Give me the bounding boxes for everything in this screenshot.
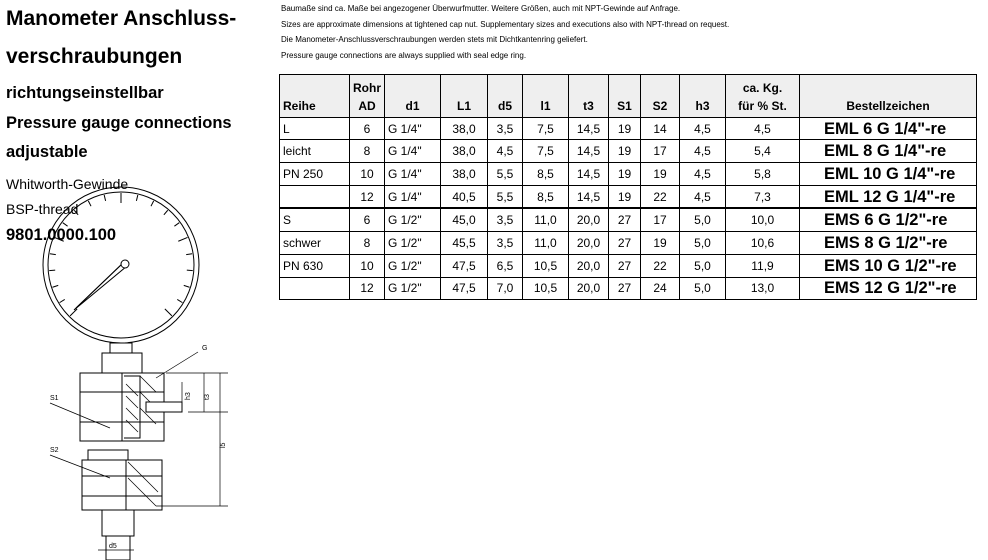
table-cell: 7,3: [726, 185, 800, 208]
table-row: [280, 254, 977, 277]
note-line: Die Manometer-Anschlussverschraubungen werden stets mit Dichtkantenring geliefert.: [281, 35, 588, 44]
table-cell: 22: [641, 185, 680, 208]
table-row: [280, 208, 977, 231]
label-g: G: [202, 345, 208, 352]
table-cell: 14,5: [569, 117, 609, 140]
table-row: [280, 185, 977, 208]
table-cell: 5,0: [680, 232, 726, 255]
table-cell: G 1/2": [385, 254, 441, 277]
column-header-top: [641, 75, 680, 96]
table-cell: 3,5: [488, 208, 523, 231]
table-cell: 5,5: [488, 185, 523, 208]
column-header-top: Rohr: [350, 75, 385, 96]
table-cell: 6,5: [488, 254, 523, 277]
thread-type-english: BSP-thread: [6, 201, 79, 217]
thread-type-german: Whitworth-Gewinde: [6, 176, 129, 192]
table-cell: 13,0: [726, 277, 800, 300]
table-cell: 5,0: [680, 277, 726, 300]
table-cell: 19: [641, 232, 680, 255]
table-cell: 40,5: [441, 185, 488, 208]
table-cell: 27: [609, 232, 641, 255]
column-header: t3: [569, 95, 609, 117]
table-cell: PN 630: [280, 254, 350, 277]
table-row: [280, 232, 977, 255]
label-t3: t3: [204, 394, 211, 400]
subtitle-english-line1: Pressure gauge connections: [6, 114, 232, 132]
table-cell: 14: [641, 117, 680, 140]
table-cell: 14,5: [569, 140, 609, 163]
table-cell: 19: [609, 140, 641, 163]
table-cell: 27: [609, 208, 641, 231]
table-cell: 14,5: [569, 185, 609, 208]
table-cell: 7,5: [523, 117, 569, 140]
table-cell: 19: [609, 185, 641, 208]
table-cell: 27: [609, 254, 641, 277]
table-cell: 10,5: [523, 254, 569, 277]
column-header-top: [385, 75, 441, 96]
table-cell: 5,5: [488, 163, 523, 186]
table-cell: 4,5: [680, 117, 726, 140]
table-cell: PN 250: [280, 163, 350, 186]
table-cell: 10: [350, 254, 385, 277]
table-cell: 19: [609, 117, 641, 140]
table-cell: 3,5: [488, 232, 523, 255]
table-cell: G 1/4": [385, 185, 441, 208]
order-code-cell: EML 12 G 1/4"-re: [800, 185, 977, 208]
column-header-top: [441, 75, 488, 96]
table-row: [280, 117, 977, 140]
label-d5: d5: [109, 543, 117, 550]
gauge-tick: [151, 201, 154, 206]
table-cell: 17: [641, 140, 680, 163]
table-cell: 22: [641, 254, 680, 277]
table-cell: 7,5: [523, 140, 569, 163]
column-header-top: [569, 75, 609, 96]
column-header: L1: [441, 95, 488, 117]
table-cell: 11,0: [523, 208, 569, 231]
table-cell: 5,0: [680, 208, 726, 231]
gauge-tick: [164, 210, 168, 215]
table-cell: 20,0: [569, 232, 609, 255]
page-title-line2: verschraubungen: [6, 45, 183, 68]
column-header: h3: [680, 95, 726, 117]
table-cell: 19: [641, 163, 680, 186]
table-cell: G 1/4": [385, 163, 441, 186]
table-cell: 24: [641, 277, 680, 300]
table-cell: 19: [609, 163, 641, 186]
table-cell: 11,9: [726, 254, 800, 277]
gauge-tick: [70, 309, 77, 316]
note-line: Baumaße sind ca. Maße bei angezogener Überwurfmutter. Weitere Größen, auch mit NPT-Gewinde auf Anfrage.: [281, 4, 681, 13]
gauge-tick: [136, 195, 137, 201]
table-cell: 7,0: [488, 277, 523, 300]
table-cell: G 1/2": [385, 208, 441, 231]
table-cell: [280, 277, 350, 300]
order-code-cell: EMS 10 G 1/2"-re: [800, 254, 977, 277]
column-header: AD: [350, 95, 385, 117]
table-cell: 10: [350, 163, 385, 186]
table-cell: 10,5: [523, 277, 569, 300]
column-header-top: [523, 75, 569, 96]
gauge-tick: [184, 285, 190, 287]
column-header: Bestellzeichen: [800, 95, 977, 117]
subtitle-german: richtungseinstellbar: [6, 84, 164, 102]
table-cell: 11,0: [523, 232, 569, 255]
label-s1: S1: [50, 395, 59, 402]
column-header-top: [280, 75, 350, 96]
table-cell: 47,5: [441, 254, 488, 277]
notes-block: [281, 4, 729, 66]
table-row: [280, 163, 977, 186]
table-row: [280, 277, 977, 300]
table-cell: L: [280, 117, 350, 140]
table-cell: 45,5: [441, 232, 488, 255]
gauge-tick: [50, 254, 56, 255]
column-header: d1: [385, 95, 441, 117]
table-cell: 45,0: [441, 208, 488, 231]
gauge-tick: [53, 285, 59, 287]
column-header: l1: [523, 95, 569, 117]
table-cell: schwer: [280, 232, 350, 255]
gauge-tick: [174, 223, 179, 227]
table-cell: 8,5: [523, 185, 569, 208]
table-cell: 27: [609, 277, 641, 300]
table-cell: 14,5: [569, 163, 609, 186]
gauge-tick: [186, 254, 192, 255]
article-number: 9801.0000.100: [6, 226, 117, 244]
table-cell: 5,4: [726, 140, 800, 163]
table-cell: 10,6: [726, 232, 800, 255]
order-code-cell: EMS 12 G 1/2"-re: [800, 277, 977, 300]
table-cell: 38,0: [441, 140, 488, 163]
column-header-top: [488, 75, 523, 96]
note-line: Sizes are approximate dimensions at tightened cap nut. Supplementary sizes and executions also with NPT-thread on request.: [281, 19, 730, 29]
table-cell: 6: [350, 208, 385, 231]
column-header: d5: [488, 95, 523, 117]
gauge-tick: [165, 309, 172, 316]
column-header-top: [680, 75, 726, 96]
gauge-tick: [178, 237, 187, 241]
table-cell: 20,0: [569, 277, 609, 300]
order-code-cell: EML 10 G 1/4"-re: [800, 163, 977, 186]
order-code-cell: EMS 8 G 1/2"-re: [800, 232, 977, 255]
table-cell: 3,5: [488, 117, 523, 140]
gauge-tick: [177, 299, 182, 302]
table-cell: G 1/4": [385, 140, 441, 163]
column-header: Reihe: [280, 95, 350, 117]
order-code-cell: EML 6 G 1/4"-re: [800, 117, 977, 140]
order-code-cell: EML 8 G 1/4"-re: [800, 140, 977, 163]
table-cell: [280, 185, 350, 208]
column-header: S1: [609, 95, 641, 117]
column-header-top: ca. Kg.: [726, 75, 800, 96]
table-cell: 38,0: [441, 163, 488, 186]
column-header: S2: [641, 95, 680, 117]
order-code-cell: EMS 6 G 1/2"-re: [800, 208, 977, 231]
table-cell: G 1/2": [385, 277, 441, 300]
table-cell: 17: [641, 208, 680, 231]
column-header-top: [609, 75, 641, 96]
table-cell: 47,5: [441, 277, 488, 300]
table-row: [280, 140, 977, 163]
table-cell: G 1/2": [385, 232, 441, 255]
table-cell: 8: [350, 140, 385, 163]
table-cell: 12: [350, 185, 385, 208]
table-cell: 5,0: [680, 254, 726, 277]
column-header-top: [800, 75, 977, 96]
table-cell: 5,8: [726, 163, 800, 186]
table-cell: 38,0: [441, 117, 488, 140]
table-cell: leicht: [280, 140, 350, 163]
label-h3: h3: [185, 392, 192, 400]
gauge-tick: [60, 299, 65, 302]
label-s2: S2: [50, 447, 59, 454]
dimensions-table: [279, 74, 977, 300]
label-l5: l5: [220, 442, 227, 448]
subtitle-english-line2: adjustable: [6, 143, 88, 161]
table-cell: 6: [350, 117, 385, 140]
table-cell: 20,0: [569, 208, 609, 231]
gauge-tick: [104, 195, 105, 201]
table-cell: 12: [350, 277, 385, 300]
table-cell: S: [280, 208, 350, 231]
table-cell: 8: [350, 232, 385, 255]
table-cell: 8,5: [523, 163, 569, 186]
column-header: für % St.: [726, 95, 800, 117]
table-cell: G 1/4": [385, 117, 441, 140]
table-cell: 20,0: [569, 254, 609, 277]
gauge-tick: [88, 201, 91, 206]
page-title-line1: Manometer Anschluss-: [6, 7, 237, 30]
note-line: Pressure gauge connections are always supplied with seal edge ring.: [281, 50, 527, 60]
left-panel: [6, 0, 274, 560]
table-cell: 4,5: [680, 140, 726, 163]
table-cell: 10,0: [726, 208, 800, 231]
table-cell: 4,5: [488, 140, 523, 163]
table-cell: 4,5: [680, 185, 726, 208]
table-cell: 4,5: [680, 163, 726, 186]
table-cell: 4,5: [726, 117, 800, 140]
